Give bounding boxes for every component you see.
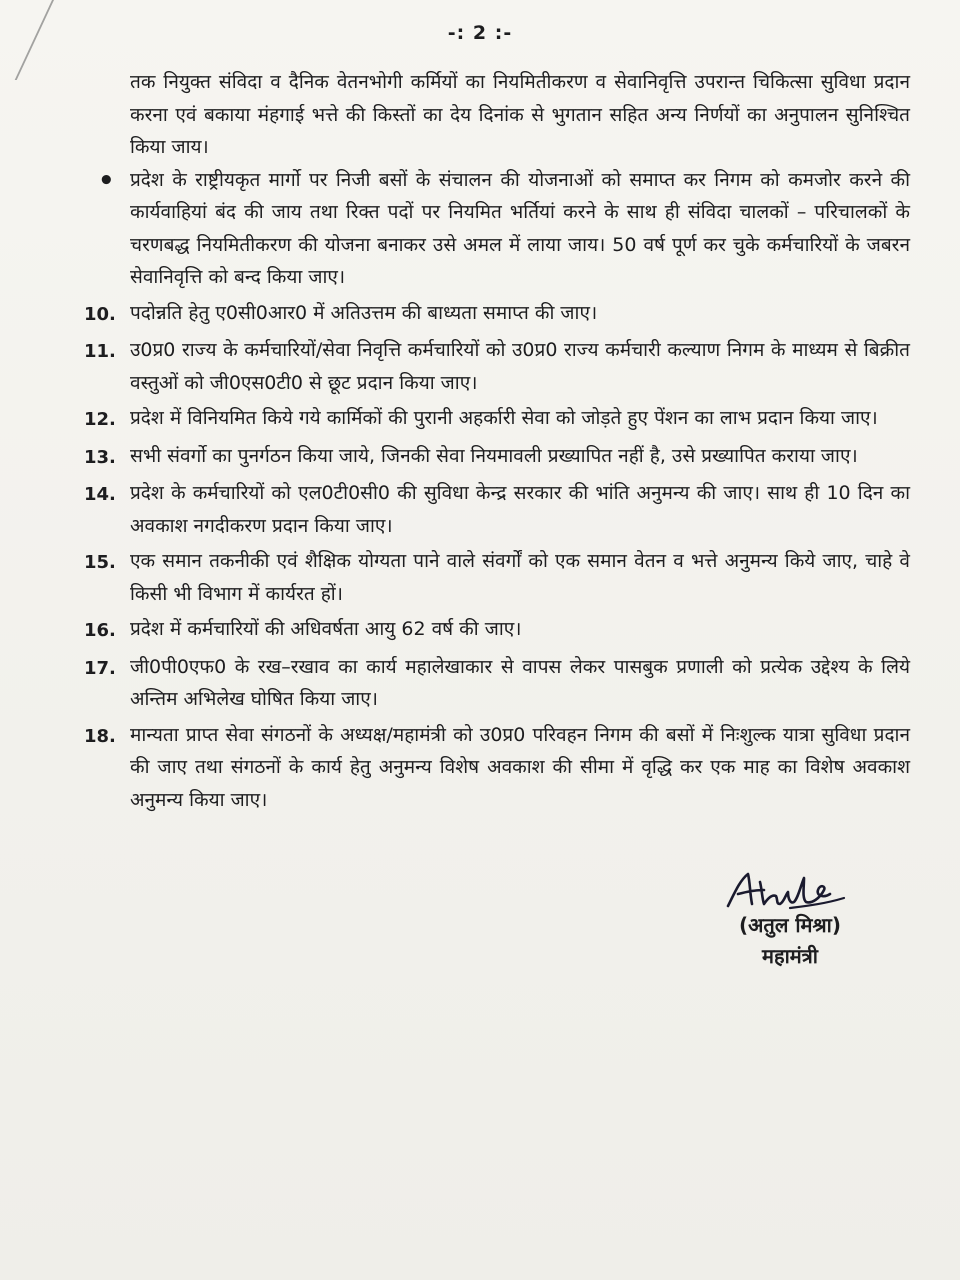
item-number: 10.	[84, 303, 116, 325]
item-text: एक समान तकनीकी एवं शैक्षिक योग्यता पाने वाले संवर्गों को एक समान वेतन व भत्ते अनुमन्य किये जाए, चाहे वे किसी भी विभाग में कार्यरत हों।	[130, 550, 910, 605]
item-number: 16.	[84, 620, 116, 641]
list-item	[84, 545, 910, 610]
list-item	[84, 477, 910, 542]
list-item	[84, 164, 910, 294]
signatory-name: (अतुल मिश्रा)	[739, 913, 841, 937]
list-item	[84, 613, 910, 648]
handwritten-signature	[720, 868, 850, 912]
item-number: 12.	[84, 409, 116, 430]
item-text: प्रदेश के कर्मचारियों को एल0टी0सी0 की सुविधा केन्द्र सरकार की भांति अनुमन्य की जाए। साथ ही 10 दिन का अवकाश नगदीकरण प्रदान किया जाए।	[130, 482, 910, 537]
page-number: -: 2 :-	[447, 22, 513, 44]
signature-block	[710, 868, 870, 972]
item-number: 11.	[84, 341, 116, 362]
item-text: मान्यता प्राप्त सेवा संगठनों के अध्यक्ष/महामंत्री को उ0प्र0 परिवहन निगम की बसों में निःशुल्क यात्रा सुविधा प्रदान की जाए तथा संगठनों के कार्य हेतु अनुमन्य विशेष अवकाश की सीमा में वृद्धि कर एक माह का विशेष अवकाश अनुमन्य किया जाए।	[130, 723, 910, 811]
item-number: 14.	[84, 484, 116, 505]
document-body	[84, 66, 910, 819]
signatory-title: महामंत्री	[762, 944, 818, 968]
bullet-marker: •	[98, 165, 115, 196]
item-text: जी0पी0एफ0 के रख–रखाव का कार्य महालेखाकार से वापस लेकर पासबुक प्रणाली को प्रत्येक उद्देश्य के लिये अन्तिम अभिलेख घोषित किया जाए।	[130, 655, 910, 710]
demand-list	[84, 164, 910, 817]
item-text: सभी संवर्गो का पुनर्गठन किया जाये, जिनकी सेवा नियमावली प्रख्यापित नहीं है, उसे प्रख्यापित कराया जाए।	[130, 444, 858, 467]
continuation-paragraph: तक नियुक्त संविदा व दैनिक वेतनभोगी कर्मियों का नियमितीकरण व सेवानिवृत्ति उपरान्त चिकित्सा सुविधा प्रदान करना एवं बकाया मंहगाई भत्ते की किस्तों का देय दिनांक से भुगतान सहित अन्य निर्णयों का अनुपालन सुनिश्चित किया जाय।	[130, 71, 910, 158]
list-item	[84, 719, 910, 817]
item-text: प्रदेश में विनियमित किये गये कार्मिकों की पुरानी अहर्कारी सेवा को जोड़ते हुए पेंशन का लाभ प्रदान किया जाए।	[130, 407, 878, 429]
list-item	[84, 402, 910, 437]
item-number: 18.	[84, 725, 116, 747]
item-text: प्रदेश में कर्मचारियों की अधिवर्षता आयु 62 वर्ष की जाए।	[130, 618, 522, 640]
item-number: 17.	[84, 657, 116, 679]
list-item	[84, 334, 910, 399]
item-number: 13.	[84, 446, 116, 468]
list-item	[84, 651, 910, 716]
item-text: उ0प्र0 राज्य के कर्मचारियों/सेवा निवृत्ति कर्मचारियों को उ0प्र0 राज्य कर्मचारी कल्याण निगम के माध्यम से बिक्रीत वस्तुओं को जी0एस0टी0 से छूट प्रदान किया जाए।	[130, 339, 910, 394]
list-item	[84, 297, 910, 332]
item-number: 15.	[84, 552, 116, 573]
item-text: पदोन्नति हेतु ए0सी0आर0 में अतिउत्तम की बाध्यता समाप्त की जाए।	[130, 301, 598, 324]
item-text: प्रदेश के राष्ट्रीयकृत मार्गो पर निजी बसों के संचालन की योजनाओं को समाप्त कर निगम को कमजोर करने की कार्यवाहियां बंद की जाय तथा रिक्त पदों पर नियमित भर्तियां करने के साथ ही संविदा चालकों – परिचालकों के चरणबद्ध नियमितीकरण की योजना बनाकर उसे अमल में लाया जाय। 50 वर्ष पूर्ण कर चुके कर्मचारियों के जबरन सेवानिवृत्ति को बन्द किया जाए।	[130, 168, 910, 288]
list-item	[84, 440, 910, 475]
